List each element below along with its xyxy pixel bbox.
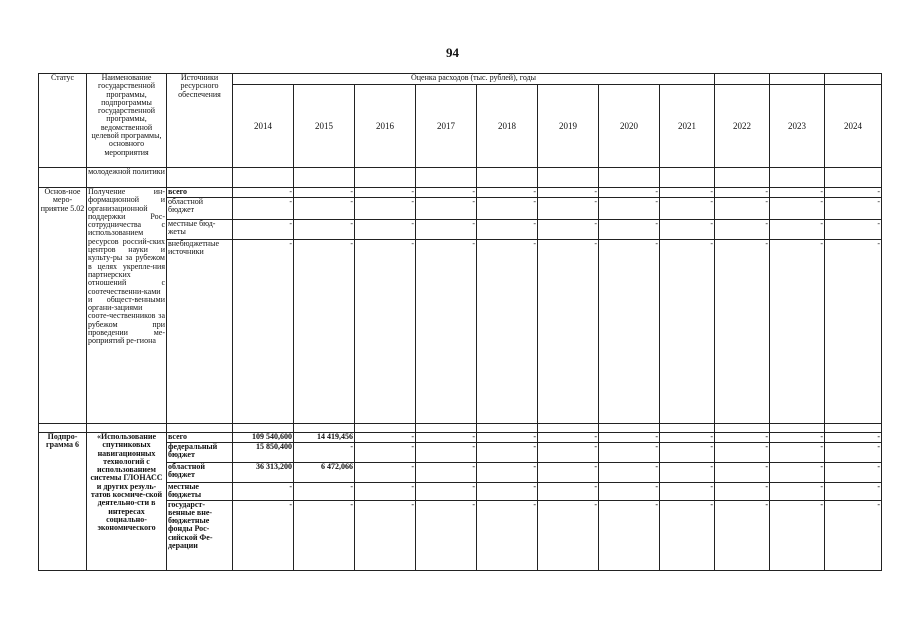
value-cell: - <box>233 500 294 570</box>
value-cell: - <box>660 220 715 240</box>
value-cell: - <box>538 500 599 570</box>
value-cell: - <box>294 220 355 240</box>
source-cell: местные бюджеты <box>167 483 233 501</box>
year-header: 2015 <box>294 85 355 168</box>
value-cell: - <box>770 443 825 463</box>
value-cell: - <box>770 240 825 424</box>
value-cell: - <box>538 198 599 220</box>
budget-row <box>39 188 882 198</box>
budget-table <box>38 73 882 571</box>
source-cell: государст-венные вне-бюджетные фонды Рос-сийской Фе-дерации <box>167 500 233 570</box>
value-cell: - <box>538 188 599 198</box>
value-cell: - <box>477 500 538 570</box>
year-header: 2018 <box>477 85 538 168</box>
value-cell: - <box>477 483 538 501</box>
value-cell: - <box>416 240 477 424</box>
empty-cell <box>660 168 715 188</box>
value-cell: - <box>355 463 416 483</box>
value-cell: - <box>355 483 416 501</box>
value-cell: - <box>825 188 882 198</box>
value-cell: - <box>715 188 770 198</box>
empty-cell <box>599 168 660 188</box>
value-cell: - <box>355 240 416 424</box>
value-cell: - <box>233 220 294 240</box>
value-cell: - <box>825 443 882 463</box>
value-cell: - <box>355 220 416 240</box>
value-cell: - <box>538 220 599 240</box>
value-cell: - <box>715 433 770 443</box>
value-cell: - <box>660 198 715 220</box>
value-cell: - <box>715 220 770 240</box>
value-cell: - <box>416 198 477 220</box>
value-cell: - <box>715 443 770 463</box>
empty-cell <box>233 168 294 188</box>
value-cell: - <box>294 500 355 570</box>
value-cell: - <box>770 188 825 198</box>
value-cell: - <box>825 220 882 240</box>
value-cell: - <box>825 433 882 443</box>
year-header: 2017 <box>416 85 477 168</box>
value-cell: - <box>660 463 715 483</box>
value-cell: - <box>355 198 416 220</box>
year-header: 2024 <box>825 85 882 168</box>
value-cell: - <box>599 220 660 240</box>
value-cell: - <box>477 188 538 198</box>
value-cell: - <box>233 188 294 198</box>
year-header: 2016 <box>355 85 416 168</box>
value-cell: - <box>599 463 660 483</box>
value-cell: - <box>416 483 477 501</box>
value-cell: - <box>660 483 715 501</box>
value-cell: - <box>825 483 882 501</box>
value-cell: - <box>477 443 538 463</box>
value-cell: - <box>294 240 355 424</box>
year-header: 2021 <box>660 85 715 168</box>
source-cell: всего <box>167 188 233 198</box>
block-subprogram-6 <box>39 433 882 571</box>
value-cell: - <box>660 240 715 424</box>
value-cell: - <box>660 500 715 570</box>
empty-cell <box>477 168 538 188</box>
empty-cell <box>825 168 882 188</box>
header-status: Статус <box>39 74 87 168</box>
value-cell: - <box>770 500 825 570</box>
value-cell: - <box>825 198 882 220</box>
header-empty-cell <box>770 74 825 85</box>
value-cell: - <box>233 198 294 220</box>
value-cell: - <box>538 443 599 463</box>
value-cell: - <box>294 483 355 501</box>
value-cell: - <box>355 443 416 463</box>
empty-cell <box>39 168 87 188</box>
value-cell: - <box>538 240 599 424</box>
name-cell: «Использование спутниковых навигационных технологий с использованием системы ГЛОНАСС и других резуль-татов космиче-ской деятельно-сти в интересах социально-экономического <box>87 433 167 571</box>
empty-cell <box>167 168 233 188</box>
status-cell: Подпро-грамма 6 <box>39 433 87 571</box>
value-cell: - <box>477 220 538 240</box>
empty-cell <box>715 168 770 188</box>
year-header: 2019 <box>538 85 599 168</box>
value-cell: - <box>770 220 825 240</box>
value-cell: - <box>715 500 770 570</box>
value-cell: 109 540,600 <box>233 433 294 443</box>
empty-cell <box>294 168 355 188</box>
value-cell: - <box>715 463 770 483</box>
value-cell: - <box>355 500 416 570</box>
empty-cell <box>355 168 416 188</box>
budget-row <box>39 433 882 443</box>
value-cell: - <box>770 483 825 501</box>
value-cell: - <box>715 483 770 501</box>
value-cell: - <box>825 240 882 424</box>
value-cell: - <box>355 188 416 198</box>
value-cell: - <box>660 433 715 443</box>
empty-cell <box>538 168 599 188</box>
value-cell: - <box>294 443 355 463</box>
value-cell: - <box>416 463 477 483</box>
value-cell: - <box>294 198 355 220</box>
source-cell: областной бюджет <box>167 198 233 220</box>
empty-cell <box>416 168 477 188</box>
value-cell: - <box>477 198 538 220</box>
value-cell: - <box>599 240 660 424</box>
value-cell: - <box>416 220 477 240</box>
value-cell: 14 419,456 <box>294 433 355 443</box>
page-number: 94 <box>446 45 459 60</box>
value-cell: - <box>715 240 770 424</box>
year-header: 2022 <box>715 85 770 168</box>
value-cell: - <box>715 198 770 220</box>
value-cell: 36 313,200 <box>233 463 294 483</box>
source-cell: федеральный бюджет <box>167 443 233 463</box>
source-cell: областной бюджет <box>167 463 233 483</box>
year-header: 2014 <box>233 85 294 168</box>
value-cell: - <box>770 198 825 220</box>
value-cell: - <box>599 483 660 501</box>
value-cell: - <box>416 433 477 443</box>
name-cell: Получение ин-формационной и организационной поддержки Рос-сотрудничества с использованием ресурсов россий-ских центров науки и культу-ры за рубежом в целях укрепле-ния партнерских отношений с соотечественни-ками и общест-венными органи-зациями сооте-чественников за рубежом при проведении ме-роприятий ре-гиона <box>87 188 167 424</box>
value-cell: - <box>538 433 599 443</box>
source-cell: местные бюд-жеты <box>167 220 233 240</box>
value-cell: 15 850,400 <box>233 443 294 463</box>
value-cell: - <box>599 198 660 220</box>
header-empty-cell <box>825 74 882 85</box>
value-cell: - <box>825 463 882 483</box>
header-empty-cell <box>715 74 770 85</box>
value-cell: - <box>599 433 660 443</box>
value-cell: - <box>599 500 660 570</box>
value-cell: - <box>538 483 599 501</box>
value-cell: - <box>416 188 477 198</box>
value-cell: - <box>233 483 294 501</box>
value-cell: - <box>355 433 416 443</box>
status-cell: Основ-ное меро-приятие 5.02 <box>39 188 87 424</box>
block-main-activity-5-02 <box>39 188 882 424</box>
value-cell: - <box>538 463 599 483</box>
year-header: 2023 <box>770 85 825 168</box>
value-cell: - <box>416 500 477 570</box>
value-cell: - <box>477 433 538 443</box>
value-cell: - <box>825 500 882 570</box>
value-cell: - <box>770 463 825 483</box>
source-cell: всего <box>167 433 233 443</box>
value-cell: 6 472,066 <box>294 463 355 483</box>
value-cell: - <box>477 463 538 483</box>
value-cell: - <box>660 443 715 463</box>
value-cell: - <box>599 443 660 463</box>
source-cell: внебюджетные источники <box>167 240 233 424</box>
value-cell: - <box>294 188 355 198</box>
value-cell: - <box>599 188 660 198</box>
value-cell: - <box>416 443 477 463</box>
header-estimate: Оценка расходов (тыс. рублей), годы <box>233 74 715 85</box>
header-name: Наименование государственной программы, подпрограммы государственной программы, ведомственной целевой программы, основного мероприятия <box>87 74 167 168</box>
value-cell: - <box>770 433 825 443</box>
empty-cell <box>770 168 825 188</box>
value-cell: - <box>477 240 538 424</box>
continuation-text: молодежной политики <box>87 168 167 188</box>
value-cell: - <box>233 240 294 424</box>
year-header: 2020 <box>599 85 660 168</box>
header-sources: Источники ресурсного обеспечения <box>167 74 233 168</box>
value-cell: - <box>660 188 715 198</box>
